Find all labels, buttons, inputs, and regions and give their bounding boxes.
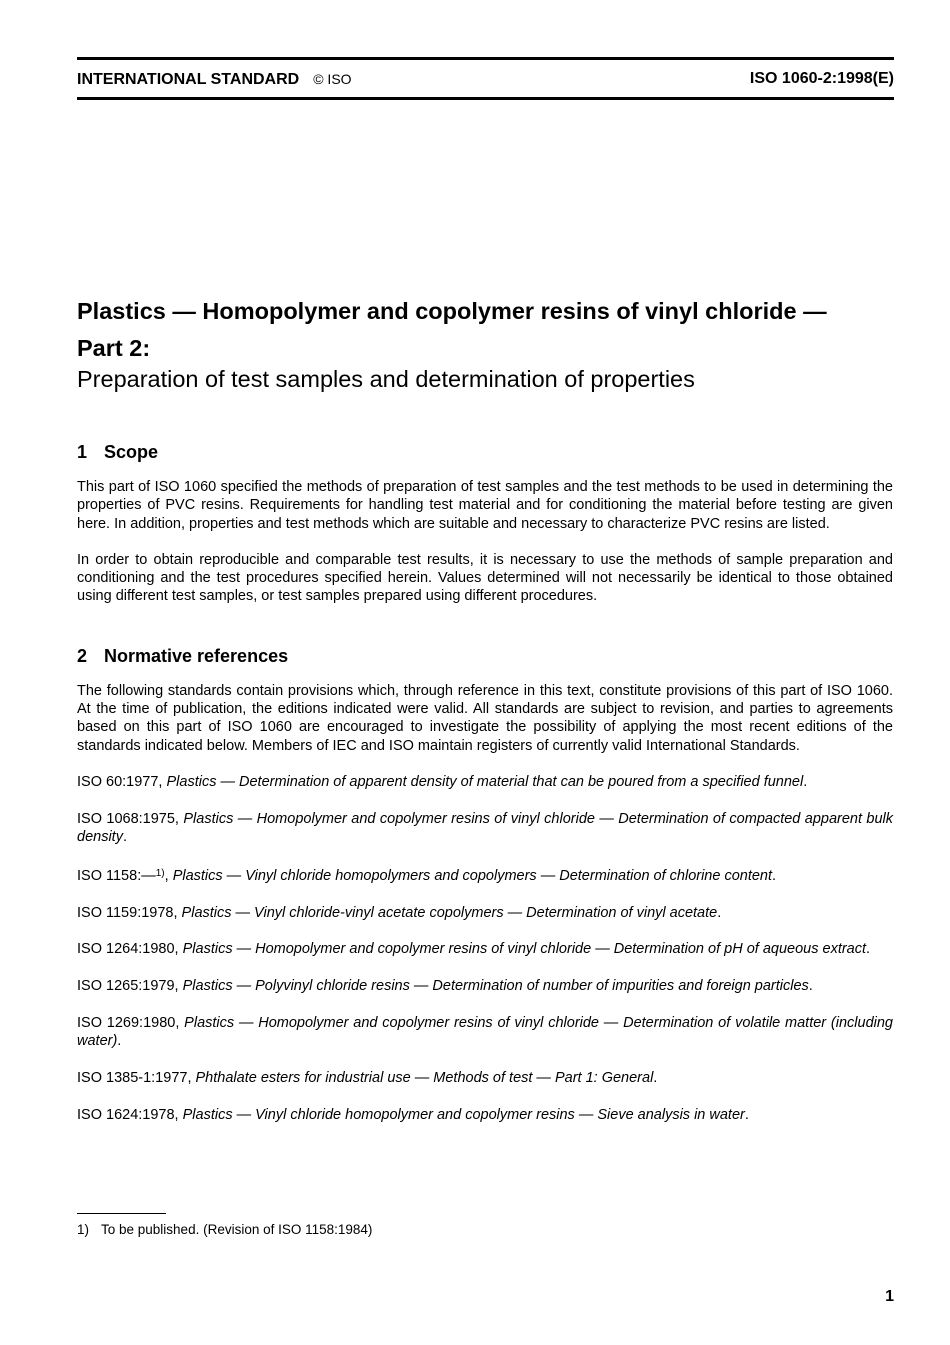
reference-code: ISO 60:1977, xyxy=(77,773,163,790)
reference-entry: ISO 60:1977, Plastics — Determination of apparent density of material that can be poured from a specified funnel. xyxy=(77,773,808,790)
reference-code: ISO 1385-1:1977, xyxy=(77,1070,192,1087)
header-left xyxy=(77,68,352,91)
document-body xyxy=(77,440,893,1143)
reference-title: Plastics — Homopolymer and copolymer resins of vinyl chloride — Determination of volatile matter (including water) xyxy=(77,1015,893,1050)
section-title: Normative references xyxy=(104,645,289,666)
document-title: Plastics — Homopolymer and copolymer resins of vinyl chloride — xyxy=(77,298,827,324)
section-number: 2 xyxy=(77,645,88,666)
reference-code: ISO 1159:1978, xyxy=(77,904,178,921)
title-block xyxy=(77,295,907,394)
reference-entry: ISO 1385-1:1977, Phthalate esters for industrial use — Methods of test — Part 1: General. xyxy=(77,1070,658,1087)
section-heading xyxy=(77,440,893,464)
scope-paragraph: This part of ISO 1060 specified the methods of preparation of test samples and the test methods to be used in determining the properties of PVC resins. Requirements for handling test material and for conditioning the material before testing are given here. In addition, properties and test methods which are suitable and necessary to characterize PVC resins are listed. xyxy=(77,479,893,532)
reference-title: Phthalate esters for industrial use — Methods of test — Part 1: General xyxy=(195,1070,654,1087)
footnote-text: To be published. (Revision of ISO 1158:1984) xyxy=(101,1222,373,1237)
reference-code: ISO 1265:1979, xyxy=(77,978,179,995)
header-rule-bottom xyxy=(77,97,894,100)
reference-code: ISO 1158:— xyxy=(77,867,156,884)
reference-code: ISO 1264:1980, xyxy=(77,941,179,958)
reference-title: Plastics — Vinyl chloride-vinyl acetate copolymers — Determination of vinyl acetate xyxy=(181,904,718,921)
reference-entry: ISO 1159:1978, Plastics — Vinyl chloride-vinyl acetate copolymers — Determination of vinyl acetate. xyxy=(77,904,722,921)
reference-title: Plastics — Determination of apparent density of material that can be poured from a specified funnel xyxy=(166,773,804,790)
section-scope xyxy=(77,440,893,606)
section-normative-references xyxy=(77,644,893,1124)
page-header xyxy=(77,68,894,90)
normative-intro-paragraph: The following standards contain provisions which, through reference in this text, constitute provisions of this part of ISO 1060. At the time of publication, the editions indicated were valid. All standards are subject to revision, and parties to agreements based on this part of ISO 1060 are encouraged to investigate the possibility of applying the most recent editions of the standards indicated below. Members of IEC and ISO maintain registers of currently valid International Standards. xyxy=(77,682,893,754)
reference-code: ISO 1269:1980, xyxy=(77,1015,180,1032)
footnote-separator xyxy=(77,1213,166,1214)
reference-entry: ISO 1068:1975, Plastics — Homopolymer and copolymer resins of vinyl chloride — Determination of compacted apparent bulk density. xyxy=(77,810,894,846)
reference-title: Plastics — Vinyl chloride homopolymers and copolymers — Determination of chlorine content xyxy=(172,867,773,884)
standard-label: INTERNATIONAL STANDARD xyxy=(77,71,300,88)
footnote-number: 1) xyxy=(77,1222,90,1237)
reference-entry: ISO 1269:1980, Plastics — Homopolymer and copolymer resins of vinyl chloride — Determination of volatile matter (including water). xyxy=(77,1015,893,1050)
reference-entry: ISO 1265:1979, Plastics — Polyvinyl chloride resins — Determination of number of impurities and foreign particles. xyxy=(77,978,813,995)
scope-paragraph: In order to obtain reproducible and comparable test results, it is necessary to use the methods of sample preparation and conditioning and the test procedures specified herein. Values determined will not necessarily be identical to those obtained using different test samples, or test samples prepared using different procedures. xyxy=(77,551,893,605)
reference-entry: ISO 1158:—$^{1)}$, Plastics — Vinyl chloride homopolymers and copolymers — Determination of chlorine content. xyxy=(77,867,777,884)
reference-title: Plastics — Vinyl chloride homopolymer and copolymer resins — Sieve analysis in water xyxy=(182,1106,745,1123)
reference-entry: ISO 1624:1978, Plastics — Vinyl chloride homopolymer and copolymer resins — Sieve analysis in water. xyxy=(77,1106,749,1123)
reference-code: ISO 1624:1978, xyxy=(77,1106,179,1123)
reference-title: Plastics — Homopolymer and copolymer resins of vinyl chloride — Determination of compacted apparent bulk density xyxy=(77,810,894,846)
page-number: 1 xyxy=(885,1288,894,1305)
footnote-marker: 1) xyxy=(155,867,165,879)
reference-entry: ISO 1264:1980, Plastics — Homopolymer and copolymer resins of vinyl chloride — Determination of pH of aqueous extract. xyxy=(77,941,871,958)
document-part: Part 2: xyxy=(77,335,151,361)
document-subtitle: Preparation of test samples and determination of properties xyxy=(77,366,695,392)
reference-code: ISO 1068:1975, xyxy=(77,810,179,827)
document-id: ISO 1060-2:1998(E) xyxy=(749,70,894,87)
copyright-notice: © ISO xyxy=(313,71,352,87)
section-title: Scope xyxy=(104,442,159,462)
section-number: 1 xyxy=(77,442,88,462)
footnote xyxy=(77,1221,372,1239)
reference-title: Plastics — Polyvinyl chloride resins — Determination of number of impurities and foreign particles xyxy=(182,978,809,995)
header-rule-top xyxy=(77,57,894,60)
section-heading xyxy=(77,644,893,668)
reference-title: Plastics — Homopolymer and copolymer resins of vinyl chloride — Determination of pH of aqueous extract xyxy=(182,941,867,958)
